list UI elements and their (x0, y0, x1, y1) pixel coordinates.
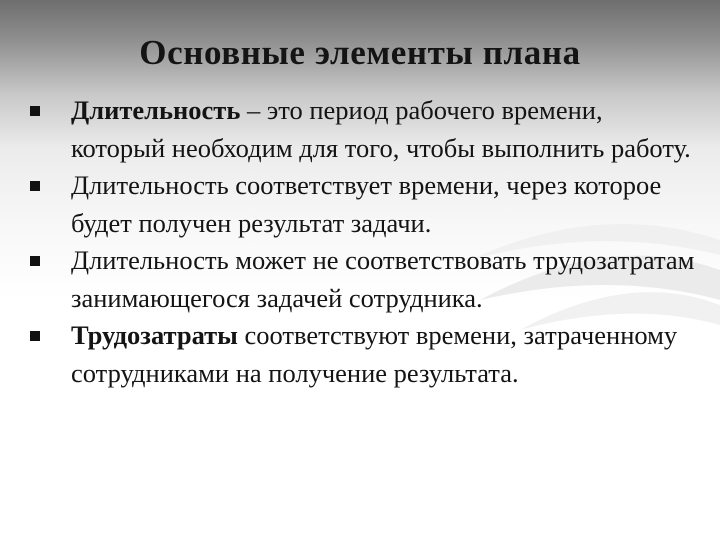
square-bullet-icon (30, 106, 40, 116)
slide-title: Основные элементы плана (139, 33, 581, 72)
bullet-text: соответствуют времени, затраченному сотрудниками на получение результата. (71, 320, 678, 388)
bullet-item-duration-effort (28, 242, 698, 317)
bullet-term: Трудозатраты (71, 320, 238, 350)
bullet-text: Длительность может не соответствовать трудозатратам занимающегося задачей сотрудника. (71, 245, 695, 313)
square-bullet-icon (30, 256, 40, 266)
bullet-list (28, 92, 698, 392)
bullet-term: Длительность (71, 95, 241, 125)
bullet-item-duration-definition (28, 92, 698, 167)
bullet-text: – это период рабочего времени, который необходим для того, чтобы выполнить работу. (71, 95, 691, 163)
square-bullet-icon (30, 331, 40, 341)
bullet-item-effort-definition (28, 317, 698, 392)
square-bullet-icon (30, 181, 40, 191)
bullet-text: Длительность соответствует времени, через которое будет получен результат задачи. (71, 170, 662, 238)
bullet-item-duration-result (28, 167, 698, 242)
